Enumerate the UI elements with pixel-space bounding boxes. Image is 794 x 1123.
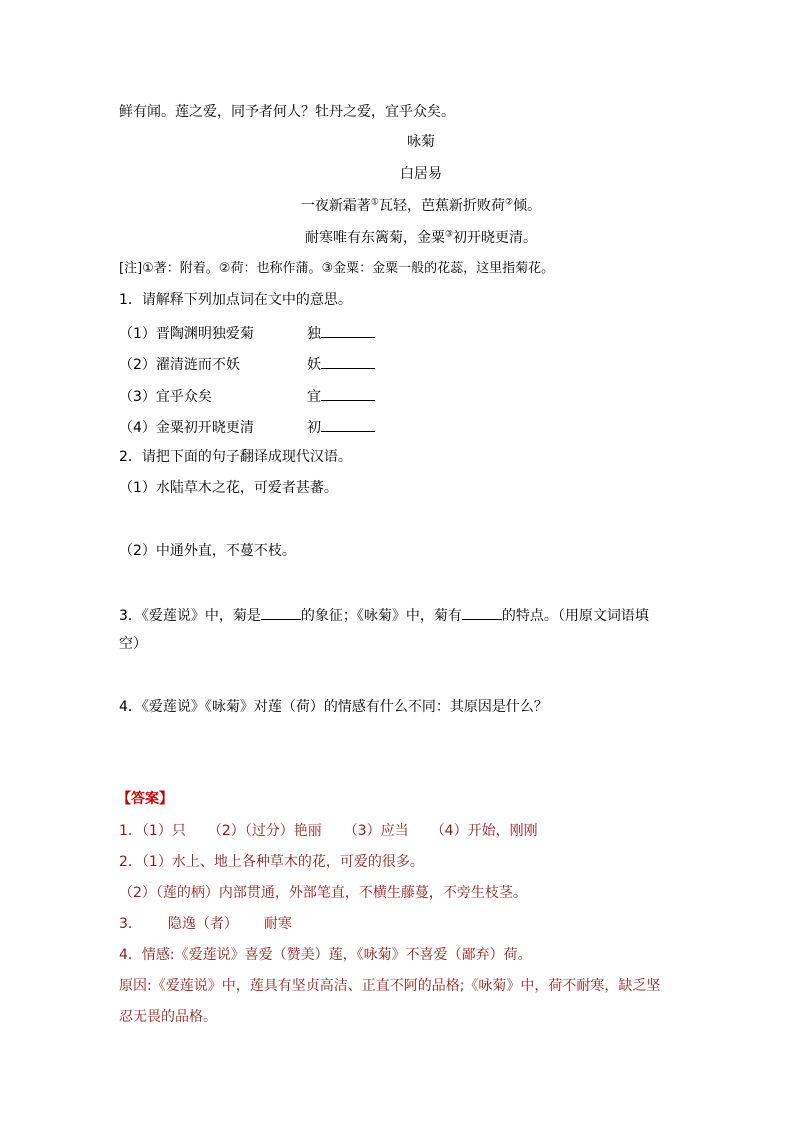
answer-3-item: 耐寒 [263,916,292,932]
question-1-item-text: （2）濯清涟而不妖 [119,357,240,373]
poem-line-1-part-b: 瓦轻，芭蕉新折败荷 [379,198,505,214]
answer-1-item: （3）应当 [343,823,409,839]
answer-2-line-1: 2．（1）水上、地上各种草木的花，可爱的很多。 [119,854,424,870]
answer-blank[interactable] [462,603,502,620]
question-1-item [119,415,375,438]
question-2-item: （1）水陆草木之花，可爱者甚蕃。 [119,480,338,496]
question-4-stem: 4．《爱莲说》《咏菊》对莲（荷）的情感有什么不同：其原因是什么？ [119,699,548,715]
answer-3 [119,914,292,934]
question-1-item [119,321,375,344]
footnote-mark-1: ① [370,197,379,208]
question-3-line-2: 空） [119,636,147,652]
question-1-item [119,352,375,375]
question-2-item: （2）中通外直，不蔓不枝。 [119,543,296,559]
poem-line-1 [0,196,794,216]
footnote-mark-2: ② [505,197,514,208]
annotation-note: [注]①著：附着。②荷：也称作蒲。③金粟：金粟一般的花蕊，这里指菊花。 [119,261,555,276]
answer-3-item: 隐逸（者） [167,916,238,932]
question-1-item-key: 宜 [307,389,321,405]
poem-line-1-part-c: 倾。 [513,198,542,214]
question-1-item-text: （3）宜乎众矣 [119,389,212,405]
question-1-item-text: （4）金粟初开晓更清 [119,420,254,436]
answer-1-item: （2）（过分）艳丽 [207,823,322,839]
answer-blank[interactable] [321,415,375,432]
question-1-item-key: 独 [307,326,321,342]
poem-line-1-part-a: 一夜新霜著 [300,198,371,214]
answer-blank[interactable] [321,384,375,401]
answer-1-prefix: 1． [119,823,142,839]
question-1-item-key: 妖 [307,357,321,373]
question-1-item [119,384,375,407]
answer-4-line-3: 忍无畏的品格。 [119,1009,217,1025]
question-3-part-2: 的象征；《咏菊》中，菊有 [300,608,462,624]
question-1-stem: 1．请解释下列加点词在文中的意思。 [119,292,352,308]
poem-title: 咏菊 [407,134,435,150]
answer-heading: 【答案】 [117,791,173,807]
answer-1-item: （1）只 [141,823,186,839]
answer-2-line-2: （2）（莲的柄）内部贯通，外部笔直，不横生藤蔓，不旁生枝茎。 [119,885,527,901]
question-1-item-text: （1）晋陶渊明独爱菊 [119,326,254,342]
poem-line-2-part-b: 初开晓更清。 [453,230,538,246]
answer-4-line-1: 4．情感:《爱莲说》喜爱（赞美）莲，《咏菊》不喜爱（鄙弃）荷。 [119,947,532,963]
answer-blank[interactable] [321,321,375,338]
footnote-mark-3: ③ [444,229,454,240]
answer-blank[interactable] [261,603,301,620]
question-2-stem: 2．请把下面的句子翻译成现代汉语。 [119,449,352,465]
poem-line-2 [0,228,794,248]
question-3-line-1 [119,603,649,626]
question-3-part-3: 的特点。（用原文词语填 [501,608,649,624]
poem-line-2-part-a: 耐寒唯有东篱菊，金粟 [304,230,445,246]
answer-4-line-2: 原因:《爱莲说》中，莲具有坚贞高洁、正直不阿的品格;《咏菊》中，荷不耐寒，缺乏坚 [119,978,661,994]
answer-1 [119,821,538,841]
poem-author: 白居易 [400,166,442,182]
passage-line: 鲜有闻。莲之爱，同予者何人？牡丹之爱，宜乎众矣。 [119,104,455,120]
answer-3-prefix: 3． [119,916,142,932]
answer-blank[interactable] [321,352,375,369]
question-1-item-key: 初 [307,420,321,436]
question-3-part-1: 3．《爱莲说》中，菊是 [119,608,261,624]
answer-1-item: （4）开始，刚刚 [430,823,538,839]
